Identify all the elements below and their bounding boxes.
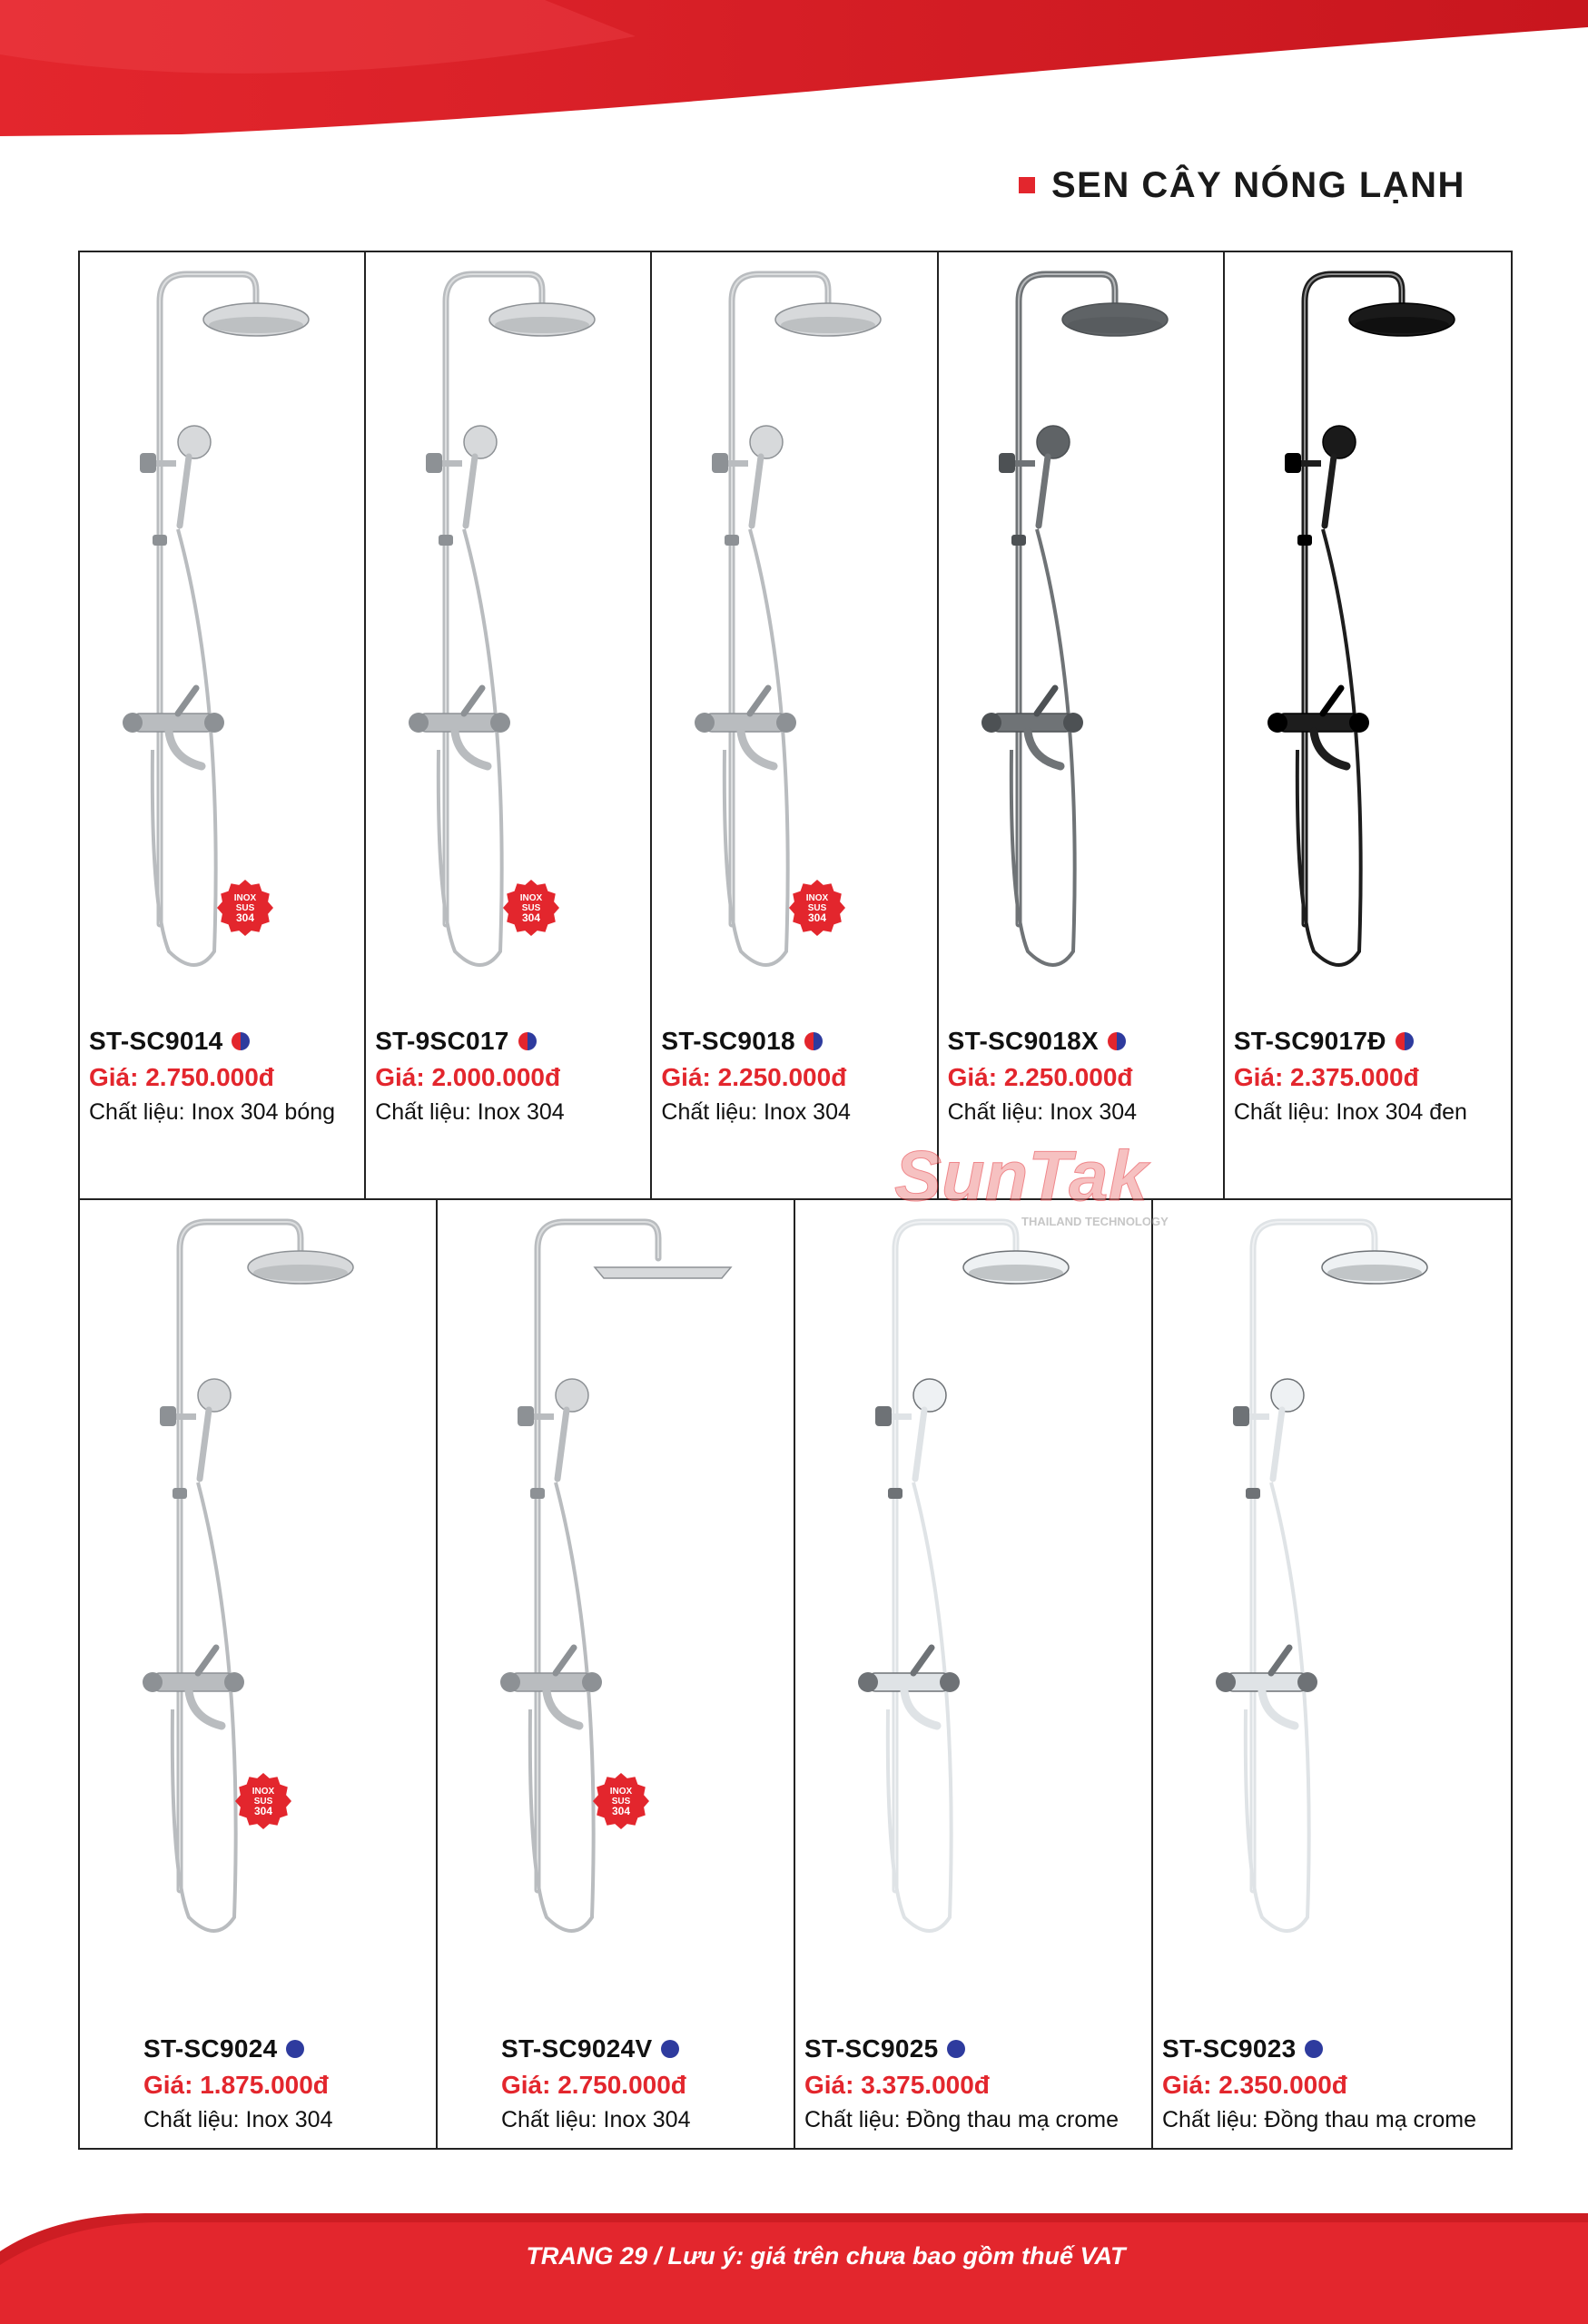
footer-note: TRANG 29 / Lưu ý: giá trên chưa bao gồm thuế VAT: [526, 2242, 1126, 2270]
product-card[interactable]: [939, 252, 1225, 1198]
product-code-line: [501, 2034, 690, 2063]
title-bullet-icon: [1019, 177, 1035, 193]
product-code-line: [1162, 2034, 1476, 2063]
hot-cold-icon: [1108, 1032, 1126, 1050]
product-code-line: [948, 1027, 1137, 1056]
shower-set-image: [1153, 1200, 1511, 1963]
product-row-1: [78, 251, 1513, 1200]
shower-set-image: [1225, 252, 1511, 997]
product-card[interactable]: [366, 252, 652, 1198]
product-material: Chất liệu: Đồng thau mạ crome: [804, 2107, 1119, 2132]
watermark-tagline: THAILAND TECHNOLOGY: [1021, 1215, 1169, 1228]
badge-text: INOX: [519, 893, 543, 903]
section-title: [1019, 160, 1465, 211]
cold-icon: [947, 2040, 965, 2058]
cold-icon: [1305, 2040, 1323, 2058]
section-title-text: SEN CÂY NÓNG LẠNH: [1051, 164, 1465, 205]
product-price: Giá: 2.000.000đ: [375, 1063, 561, 1091]
product-code-line: [804, 2034, 1119, 2063]
inox-sus304-badge-icon: [216, 879, 274, 937]
badge-text: INOX: [233, 893, 257, 903]
product-card[interactable]: [1225, 252, 1511, 1198]
badge-text: INOX: [806, 893, 829, 903]
product-material: Chất liệu: Inox 304 đen: [1233, 1099, 1467, 1125]
product-info: [804, 2034, 1119, 2133]
suntak-watermark-logo: [885, 1135, 1185, 1235]
badge-text: 304: [522, 911, 541, 924]
hot-cold-icon: [1396, 1032, 1414, 1050]
product-code-line: [661, 1027, 850, 1056]
badge-text: INOX: [252, 1787, 275, 1797]
product-price: Giá: 2.250.000đ: [661, 1063, 847, 1091]
product-card[interactable]: [438, 1200, 795, 2148]
product-material: Chất liệu: Inox 304: [501, 2107, 691, 2132]
product-info: [948, 1027, 1137, 1126]
badge-text: 304: [611, 1805, 631, 1817]
shower-set-image: [795, 1200, 1151, 1963]
product-code: ST-SC9017Đ: [1233, 1027, 1386, 1055]
hot-cold-icon: [518, 1032, 537, 1050]
cold-icon: [286, 2040, 304, 2058]
product-price: Giá: 3.375.000đ: [804, 2071, 990, 2099]
product-material: Chất liệu: Inox 304: [143, 2107, 333, 2132]
product-info: [661, 1027, 850, 1126]
product-info: [143, 2034, 332, 2133]
product-code: ST-9SC017: [375, 1027, 509, 1055]
badge-text: INOX: [609, 1787, 633, 1797]
product-material: Chất liệu: Inox 304: [661, 1099, 851, 1125]
product-price: Giá: 2.750.000đ: [501, 2071, 686, 2099]
product-price: Giá: 2.350.000đ: [1162, 2071, 1347, 2099]
product-material: Chất liệu: Inox 304: [375, 1099, 565, 1125]
product-code: ST-SC9014: [89, 1027, 223, 1055]
badge-text: SUS: [235, 903, 255, 913]
product-code-line: [89, 1027, 335, 1056]
product-card[interactable]: [652, 252, 938, 1198]
product-code: ST-SC9023: [1162, 2034, 1297, 2063]
product-code: ST-SC9025: [804, 2034, 939, 2063]
cold-icon: [661, 2040, 679, 2058]
inox-sus304-badge-icon: [502, 879, 560, 937]
product-info: [1162, 2034, 1476, 2133]
product-price: Giá: 2.750.000đ: [89, 1063, 274, 1091]
product-card[interactable]: [80, 1200, 438, 2148]
product-material: Chất liệu: Inox 304 bóng: [89, 1099, 336, 1125]
product-row-2: [78, 1200, 1513, 2150]
product-material: Chất liệu: Inox 304: [947, 1099, 1138, 1125]
product-code: ST-SC9018: [661, 1027, 795, 1055]
badge-text: 304: [253, 1805, 273, 1817]
product-card[interactable]: [80, 252, 366, 1198]
product-price: Giá: 2.375.000đ: [1233, 1063, 1419, 1091]
product-price: Giá: 1.875.000đ: [143, 2071, 329, 2099]
inox-sus304-badge-icon: [788, 879, 846, 937]
product-code-line: [143, 2034, 332, 2063]
product-info: [501, 2034, 690, 2133]
watermark-brand: SunTak: [894, 1136, 1148, 1216]
product-price: Giá: 2.250.000đ: [947, 1063, 1133, 1091]
shower-set-image: [438, 1200, 794, 1963]
product-material: Chất liệu: Đồng thau mạ crome: [1162, 2107, 1477, 2132]
product-card[interactable]: [795, 1200, 1153, 2148]
inox-sus304-badge-icon: [234, 1772, 292, 1830]
badge-text: SUS: [808, 903, 827, 913]
inox-sus304-badge-icon: [592, 1772, 650, 1830]
hot-cold-icon: [232, 1032, 250, 1050]
hot-cold-icon: [804, 1032, 823, 1050]
badge-text: 304: [808, 911, 827, 924]
product-code: ST-SC9024V: [501, 2034, 653, 2063]
badge-text: SUS: [253, 1797, 273, 1807]
shower-set-image: [939, 252, 1223, 997]
product-info: [375, 1027, 564, 1126]
top-red-banner: [0, 0, 1588, 136]
badge-text: SUS: [611, 1797, 631, 1807]
product-info: [89, 1027, 335, 1126]
badge-text: 304: [235, 911, 255, 924]
product-code: ST-SC9024: [143, 2034, 278, 2063]
shower-set-image: [80, 1200, 436, 1963]
product-code-line: [375, 1027, 564, 1056]
product-card[interactable]: [1153, 1200, 1511, 2148]
badge-text: SUS: [521, 903, 541, 913]
product-code: ST-SC9018X: [947, 1027, 1100, 1055]
product-info: [1234, 1027, 1467, 1126]
product-code-line: [1234, 1027, 1467, 1056]
